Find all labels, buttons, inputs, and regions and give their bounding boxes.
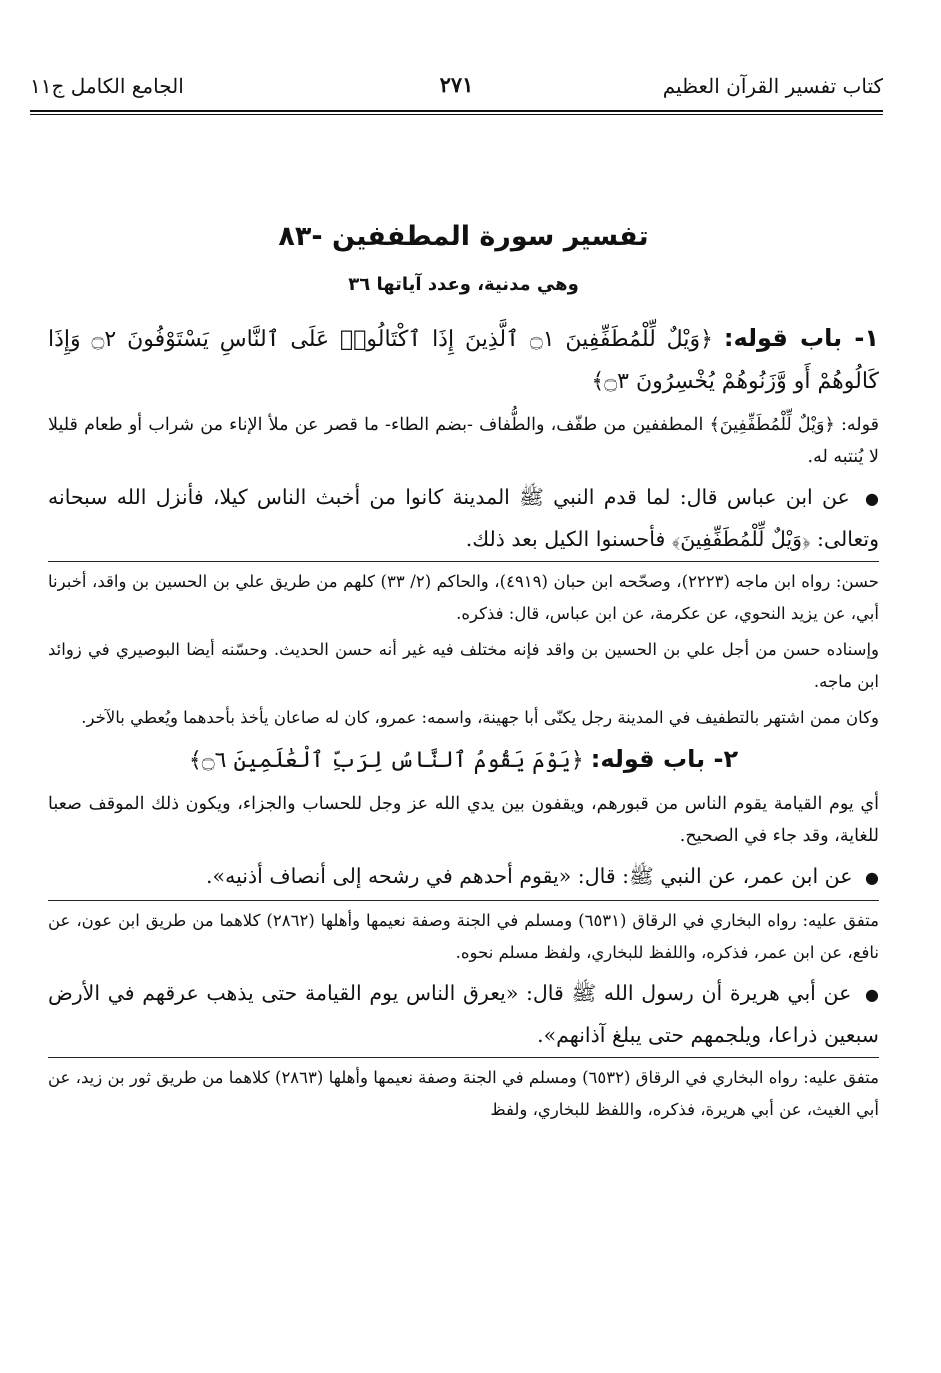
- volume-title: الجامع الكامل ج١١: [30, 74, 184, 98]
- bullet-icon: ●: [865, 868, 879, 887]
- section-1-explanation: قوله: ﴿وَيْلٌ لِّلْمُطَفِّفِينَ﴾ المطففين من طفّف، والطُّفاف -بضم الطاء- ما قصر عن ملأ الإناء من شراب أو طعام قليلا لا يُنتبه له.: [48, 415, 879, 467]
- page-number: ٢٧١: [439, 72, 474, 97]
- section-1-hadith: [48, 477, 879, 559]
- section-2-hadith-2: [48, 973, 879, 1055]
- bullet-icon: ●: [865, 489, 879, 508]
- section-2-takhrij-1: متفق عليه: رواه البخاري في الرقاق (٦٥٣١) ومسلم في الجنة وصفة نعيمها وأهلها (٢٨٦٢) كلاهما من طريق ابن عون، عن نافع، عن ابن عمر، فذكره، واللفظ للبخاري، ولفظ مسلم نحوه.: [48, 911, 879, 962]
- header-divider: [30, 110, 883, 112]
- surah-subtitle: وهي مدنية، وعدد آياتها ٣٦: [348, 274, 579, 295]
- section-2-heading: [48, 738, 879, 782]
- surah-title: تفسير سورة المطففين -٨٣: [278, 221, 649, 252]
- section-2-hadith-1: [48, 856, 879, 898]
- section-2-verse: ﴿يَوْمَ يَقُومُ ٱلنَّاسُ لِرَبِّ ٱلْعَٰلَمِينَ ۝٦﴾: [188, 748, 584, 773]
- section-2-explanation: أي يوم القيامة يقوم الناس من قبورهم، ويقفون بين يدي الله عز وجل للحساب والجزاء، ويكون ذلك الموقف صعبا للغاية، وقد جاء في الصحيح.: [48, 794, 879, 846]
- section-1-heading: [48, 317, 879, 403]
- section-1-takhrij-1: حسن: رواه ابن ماجه (٢٢٢٣)، وصحّحه ابن حبان (٤٩١٩)، والحاكم (٢/ ٣٣) كلهم من طريق علي بن الحسين بن واقد، أخبرنا أبي، عن يزيد النحوي، عن عكرمة، عن ابن عباس، قال: فذكره.: [48, 572, 879, 623]
- page-body: [48, 218, 879, 1130]
- hadith-divider: [48, 900, 879, 901]
- bullet-icon: ●: [865, 985, 879, 1004]
- book-title: كتاب تفسير القرآن العظيم: [662, 74, 883, 98]
- section-2-hadith-2-text: عن أبي هريرة أن رسول الله ﷺ قال: «يعرق الناس يوم القيامة حتى يذهب عرقهم في الأرض سبعين ذراعا، ويلجمهم حتى يبلغ آذانهم».: [48, 981, 879, 1047]
- section-1-label: ١- باب قوله:: [723, 324, 879, 352]
- header-divider-thin: [30, 114, 883, 115]
- section-1-verse: ﴿وَيْلٌ لِّلْمُطَفِّفِينَ ۝١ ٱلَّذِينَ إِذَا ٱكْتَالُوا۟ عَلَى ٱلنَّاسِ يَسْتَوْفُونَ ۝٢ وَإِذَا كَالُوهُمْ أَو وَّزَنُوهُمْ يُخْسِرُونَ ۝٣﴾: [48, 327, 879, 394]
- section-2-hadith-1-text: عن ابن عمر، عن النبي ﷺ: قال: «يقوم أحدهم في رشحه إلى أنصاف أذنيه».: [206, 864, 853, 888]
- hadith-divider: [48, 561, 879, 562]
- hadith-divider: [48, 1057, 879, 1058]
- section-2-label: ٢- باب قوله:: [590, 745, 739, 773]
- section-1-hadith-text: عن ابن عباس قال: لما قدم النبي ﷺ المدينة كانوا من أخبث الناس كيلا، فأنزل الله سبحانه وتعالى: ﴿وَيْلٌ لِّلْمُطَفِّفِينَ﴾ فأحسنوا الكيل بعد ذلك.: [48, 485, 879, 551]
- page-header: [30, 62, 883, 102]
- section-2-takhrij-2: متفق عليه: رواه البخاري في الرقاق (٦٥٣٢) ومسلم في الجنة وصفة نعيمها وأهلها (٢٨٦٣) كلاهما من طريق ثور بن زيد، عن أبي الغيث، عن أبي هريرة، فذكره، واللفظ للبخاري، ولفظ: [48, 1068, 880, 1119]
- section-1-takhrij-3: وكان ممن اشتهر بالتطفيف في المدينة رجل يكنّى أبا جهينة، واسمه: عمرو، كان له صاعان يأخذ بأحدهما ويُعطي بالآخر.: [81, 708, 879, 727]
- section-1-takhrij-2: وإسناده حسن من أجل علي بن الحسين بن واقد فإنه مختلف فيه غير أنه حسن الحديث. وحسّنه أيضا البوصيري في زوائد ابن ماجه.: [48, 640, 879, 691]
